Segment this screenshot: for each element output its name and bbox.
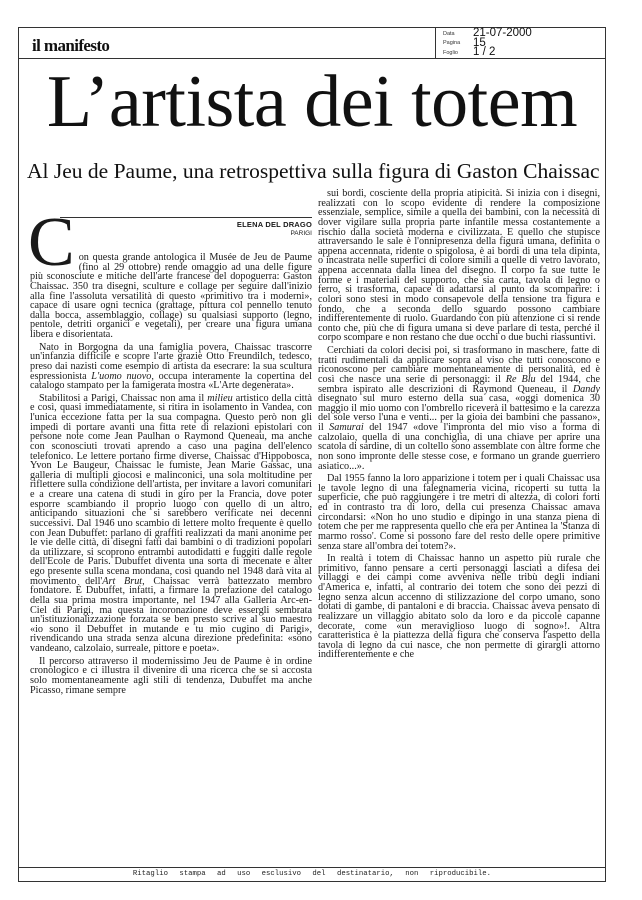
article-paragraph bbox=[318, 474, 600, 551]
masthead-box bbox=[19, 28, 436, 58]
paragraph-text: , Chaissac verrà battezzato membro fondatore. È Dubuffet, infatti, a firmare la prefazione del catalogo della sua prima mostra importante, nel 1947 alla Galleria Arc-en-Ciel di Parigi, ma questa incoronazione deve essergli sembrata un'istituzionalizzazione forzata se ben presto scrive al suo maestro «io sono il Debuffet in mutande e tu mio cugino di Parigi», rivendicando una strada senza alcuna direzione predefinita: «sono vandeano, calzolaio, surreale, pittore e poeta». bbox=[30, 575, 312, 654]
paragraph-text: , occupa interamente la copertina del catalogo stampato per la famigerata mostra «L'Arte degenerata». bbox=[30, 370, 312, 392]
right-column-body bbox=[318, 189, 600, 660]
paragraph-text: sui bordi, cosciente della propria atipicità. Si inizia con i disegni, realizzati con lo scopo evidente di rendere la composizione essenziale, semplice, simile a quella dei bambini, con la necessità di dover vigilare sulla propria parte infantile messa costantemente a rischio dalla società moderna e civilizzata. E quello che stupisce attraversando le sale è l'onnipresenza della figura umana, definita o appena accennata, ridente o spigolosa, è ai bordi di una tela dipinta, o incastrata nelle superfici di colore simili a quelle di vetro lavorato, appena accennata dalla linea del disegno. Il corpo fa sue tutte le forme e i materiali del supporto, che sia carta, tavola di legno o ferro, si trasforma, capace di adattarsi al punto da scomparire: i colori sono stesi in modo consapevole della tensione tra figura e fondo, che a seconda dello sguardo possono cambiare indifferentemente di ruolo. Guardando con più attenzione ci si rende conto che, più che di figura umana si deve parlare di testa, perché il corpo scompare e non restano che due occhi o due buchi riassuntivi. bbox=[318, 188, 600, 344]
clipping-sheet bbox=[18, 27, 606, 882]
article-column-right bbox=[318, 189, 600, 660]
paragraph-text: Dal 1955 fanno la loro apparizione i totem per i quali Chaissac usa le tavole legno di una falegnameria vicina, ricoperti su tutta la superficie, che può raggiungere i tre metri di altezza, di colori forti ed in contrasto tra di loro, della cui presenza Chaissac amava circondarsi: «Non ho uno studio e dipingo in una stanza piena di totem che per me rappresenta quello che era per Antinea la 'Stanza di marmo rosso'. Come si possono fare del resto delle opere primitive senza stare all'ombra dei totem?». bbox=[318, 473, 600, 552]
paragraph-text: Stabilitosi a Parigi, Chaissac non ama il bbox=[39, 392, 208, 404]
article-paragraph bbox=[30, 394, 312, 654]
italic-title-text: L'uomo nuovo bbox=[91, 370, 152, 382]
article-paragraph bbox=[30, 343, 312, 391]
paragraph-text: Cerchiati da colori decisi poi, si trasformano in maschere, fatte di tratti rudimentali da applicare sopra al viso che tutti conoscono e riconoscono per cambiare momentaneamente di personalità, ed è così che nasce una serie di personaggi: il bbox=[318, 345, 600, 385]
copyright-notice: Ritaglio stampa ad uso esclusivo del destinatario, non riproducibile. bbox=[19, 867, 605, 881]
italic-title-text: Re Blu bbox=[505, 373, 536, 385]
newspaper-logo: il manifesto bbox=[32, 36, 110, 55]
article-column-left bbox=[28, 204, 312, 696]
article-paragraph bbox=[318, 346, 600, 471]
paragraph-text: artistico della città e così, quasi immediatamente, si ritira in isolamento in Vandea, con l'unica eccezione fatta per la sua compagna. Questo però non gli impedì di portare avanti una fitta rete di relazioni epistolari con persone note come Jean Paulhan o Raymond Queneau, ma anche con sconosciuti trovati aprendo a caso una pagina dell'elenco telefonico. Le lettere portano firme diverse, Chaissac d'Hippobosca, Yvon Le Baugeur, Chaissac le fumiste, Jean Marie Gassac, una galleria di multipli giocosi e malinconici, una sola moltitudine per riflettere sulla condizione dell'artista, per invitare a lavori comunitari e a creare una catena di studi in giro per la Francia, dove poter esporre scambiando il proprio luogo con quello di un altro, anticipando situazioni che si sarebbero verificate nei decenni successivi. Dal 1946 uno scambio di lettere molto frequente è quello con Jean Dubuffet: parlano di graffiti realizzati da mani anonime per le vie delle città, di disegni fatti dai bambini o di tradizioni popolari da utilizzare, si scoprono entrambi autodidatti e fuggiti dalle regole dell'Ecole de Paris. Dubuffet diventa una sorta di mecenate e alter ego presente sulla scena mondana, così quando nel 1948 darà vita al movimento dell' bbox=[30, 392, 312, 587]
meta-label: Foglio bbox=[443, 49, 458, 56]
dateline-place: PARIGI bbox=[290, 230, 312, 237]
paragraph-text: In realtà i totem di Chaissac hanno un aspetto più rurale che primitivo, fanno pensare a certi personaggi lasciati a difesa dei villaggi e dei campi come avveniva nelle tribù degli indiani d'America e, infatti, al contrario dei totem che sono dei pezzi di legno senza alcun accenno di stilizzazione del corpo umano, sono dotati di gambe, di pantaloni e di braccia. Chaissac aveva pensato di realizzare un villaggio abitato solo da loro e da piccole capanne decorate, come «un meraviglioso luogo di sogno»!. Altra caratteristica è la piattezza della figura che conserva l'aspetto della tavola di legno da cui nasce, che non permette di girargli attorno indifferentemente e che bbox=[318, 553, 600, 661]
clipping-header bbox=[19, 28, 605, 59]
byline bbox=[30, 215, 312, 253]
author-name: ELENA DEL DRAGO bbox=[236, 220, 312, 229]
meta-label: Data bbox=[443, 30, 455, 37]
meta-row-date bbox=[443, 29, 532, 39]
byline-rule bbox=[60, 217, 312, 218]
meta-label: Pagina bbox=[443, 40, 461, 47]
article-paragraph bbox=[318, 189, 600, 343]
paragraph-text: del 1947 «dove l'impronta del mio viso a forma di calzolaio, quella di una conchiglia, di una chiave per aprire una scatola di sardine, di un coltello sono assemblate con altre forme che non sono impronte delle stesse cose, e formano un grande guerriero asiatico...». bbox=[318, 422, 600, 472]
paragraph-text: del 1944, che sembra ispirato alle descrizioni di Raymond Queneau, il bbox=[318, 373, 600, 395]
meta-value: 1 / 2 bbox=[473, 46, 496, 58]
meta-value: 21-07-2000 bbox=[473, 27, 532, 39]
italic-title-text: Samurai bbox=[329, 422, 364, 433]
paragraph-text: Il percorso attraverso il modernissimo Jeu de Paume è in ordine cronologico e ci illustra il divenire di una ricerca che se si accosta solo momentaneamente agli stili di tendenza, Dubuffet ma anche Picasso, rimane sempre bbox=[30, 655, 312, 696]
article-paragraph bbox=[30, 657, 312, 696]
italic-title-text: Art Brut bbox=[102, 575, 143, 587]
paragraph-text: Nato in Borgogna da una famiglia povera, Chaissac trascorre un'infanzia difficile e scopre l'arte grazie Otto Freundilch, tedesco, preso dai nazisti come esempio di artista da esecrare: la sua scultura espressionista bbox=[30, 341, 312, 382]
article-title: L’artista dei totem bbox=[46, 61, 578, 143]
italic-title-text: Dandy bbox=[572, 383, 600, 395]
meta-row-sheet bbox=[443, 48, 532, 58]
italic-title-text: milieu bbox=[207, 392, 233, 404]
drop-cap: C bbox=[28, 204, 75, 281]
article-paragraph bbox=[318, 554, 600, 660]
clipping-metadata bbox=[443, 29, 532, 58]
paragraph-text: on questa grande antologica il Musée de Jeu de Paume (fino al 29 ottobre) rende omaggio ad una delle figure più sconosciute e mitiche dell'arte francese del dopoguerra: Gaston Chaissac. 350 tra disegni, sculture e collage per seguire dall'inizio alla fine l'assoluta versatilità di questo «primitivo tra i moderni», capace di usare ogni tecnica (grattage, pittura col pennello tenuto dalla bocca, assemblaggio, collage) su qualsiasi supporto (legno, pentole, detriti organici e vegetali), per creare una figura umana libera e disorientata. bbox=[30, 252, 312, 340]
article-subtitle: Al Jeu de Paume, una retrospettiva sulla figura di Gaston Chaissac bbox=[27, 159, 600, 183]
meta-value: 15 bbox=[473, 36, 486, 49]
paragraph-text: disegnato sul muro esterno della sua casa, «oggi domenica 30 maggio il mio uomo con l'ombrello riceverà il battesimo e la carezza del sole verso l'una e venti... per la gioia dei bambini che passano», il bbox=[318, 393, 600, 433]
